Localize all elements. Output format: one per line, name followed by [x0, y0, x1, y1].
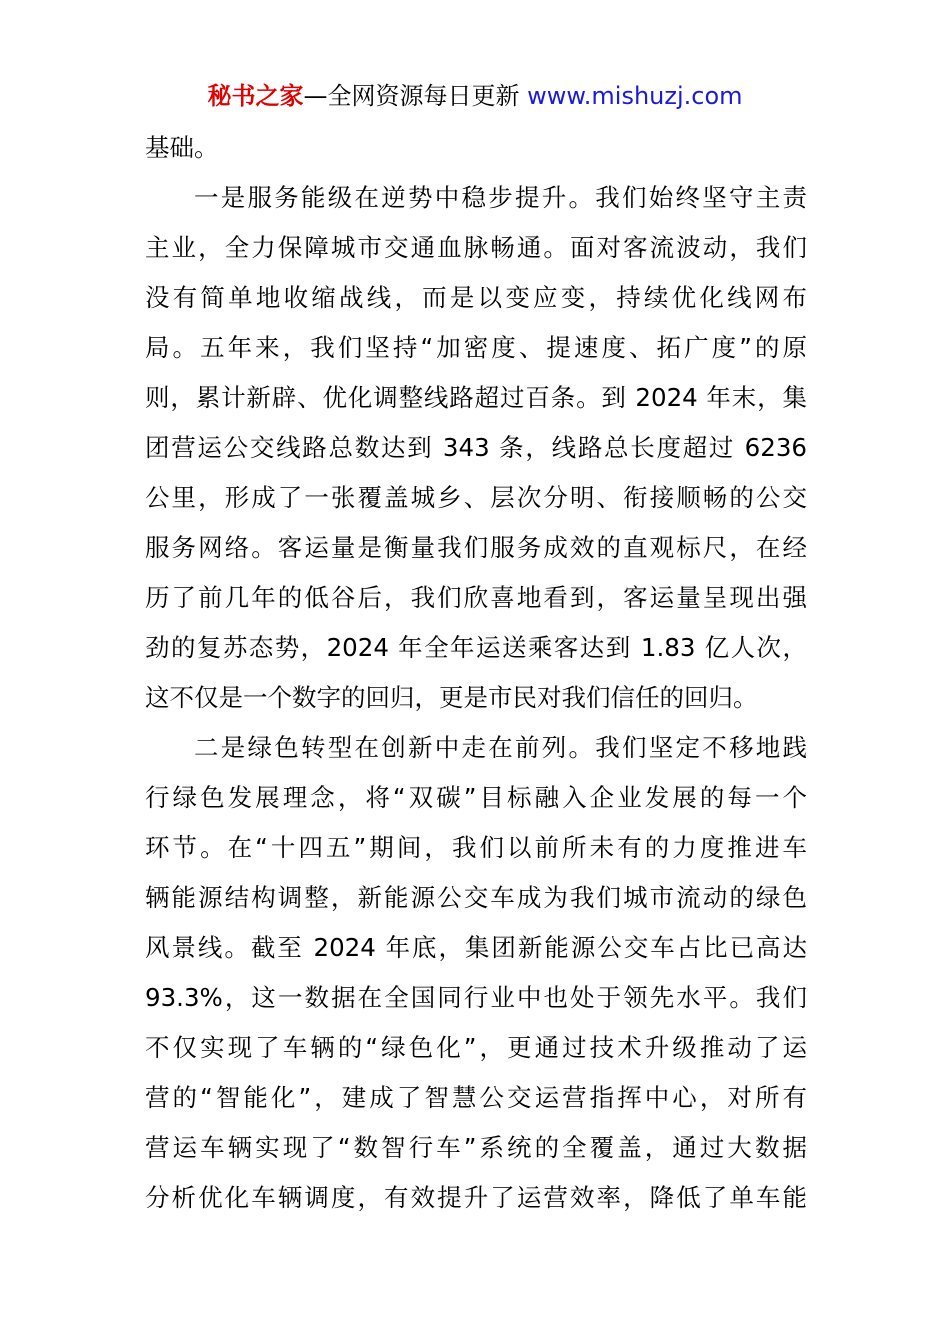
text-line: 团营运公交线路总数达到 343 条，线路总长度超过 6236 [145, 433, 807, 462]
text-line: 分析优化车辆调度，有效提升了运营效率，降低了单车能 [145, 1183, 807, 1212]
text-line: 行绿色发展理念，将“双碳”目标融入企业发展的每一个 [145, 783, 807, 812]
text-line: 这不仅是一个数字的回归，更是市民对我们信任的回归。 [145, 683, 758, 712]
text-line: 没有简单地收缩战线，而是以变应变，持续优化线网布 [145, 283, 807, 312]
text-line: 则，累计新辟、优化调整线路超过百条。到 2024 年末，集 [145, 383, 807, 412]
text-line: 93.3%，这一数据在全国同行业中也处于领先水平。我们 [145, 983, 807, 1012]
text-line: 不仅实现了车辆的“绿色化”，更通过技术升级推动了运 [145, 1033, 807, 1062]
site-url-link[interactable]: www.mishuzj.com [527, 82, 743, 110]
text-line: 劲的复苏态势，2024 年全年运送乘客达到 1.83 亿人次， [145, 633, 807, 662]
text-line: 营运车辆实现了“数智行车”系统的全覆盖，通过大数据 [145, 1133, 807, 1162]
text-line: 营的“智能化”，建成了智慧公交运营指挥中心，对所有 [145, 1083, 807, 1112]
text-line: 风景线。截至 2024 年底，集团新能源公交车占比已高达 [145, 933, 807, 962]
text-line: 环节。在“十四五”期间，我们以前所未有的力度推进车 [145, 833, 807, 862]
text-line: 公里，形成了一张覆盖城乡、层次分明、衔接顺畅的公交 [145, 483, 807, 512]
text-line: 一是服务能级在逆势中稳步提升。我们始终坚守主责 [194, 183, 807, 212]
text-line: 服务网络。客运量是衡量我们服务成效的直观标尺，在经 [145, 533, 807, 562]
text-line: 主业，全力保障城市交通血脉畅通。面对客流波动，我们 [145, 233, 807, 262]
text-line: 历了前几年的低谷后，我们欣喜地看到，客运量呈现出强 [145, 583, 807, 612]
document-body [145, 123, 807, 1223]
text-line: 局。五年来，我们坚持“加密度、提速度、拓广度”的原 [145, 333, 807, 362]
text-line: 二是绿色转型在创新中走在前列。我们坚定不移地践 [194, 733, 807, 762]
text-line: 辆能源结构调整，新能源公交车成为我们城市流动的绿色 [145, 883, 807, 912]
brand-name: 秘书之家 [207, 82, 304, 110]
header-tagline: —全网资源每日更新 [303, 82, 528, 110]
text-line: 基础。 [145, 133, 219, 162]
page-header [0, 80, 950, 112]
